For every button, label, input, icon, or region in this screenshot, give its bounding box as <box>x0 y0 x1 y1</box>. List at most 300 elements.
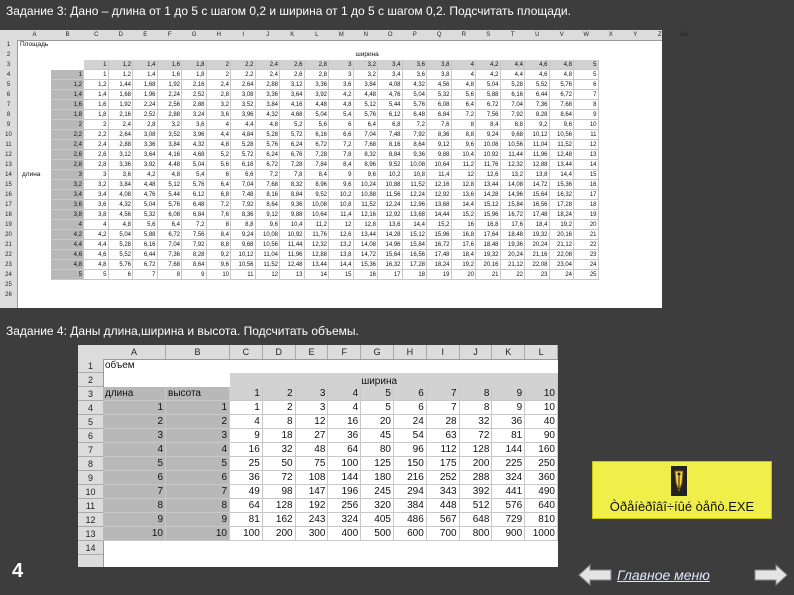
width-header-cell[interactable]: 2,6 <box>280 60 305 70</box>
area-cell[interactable]: 7,68 <box>158 260 183 270</box>
volume-cell[interactable]: 72 <box>263 471 296 485</box>
area-cell[interactable]: 10,2 <box>329 190 354 200</box>
area-cell[interactable]: 2,8 <box>305 70 330 80</box>
length-cell[interactable]: 4,2 <box>51 230 84 240</box>
volume-cell[interactable]: 300 <box>296 527 329 541</box>
volume-cell[interactable]: 36 <box>328 429 361 443</box>
area-cell[interactable]: 9,6 <box>550 120 575 130</box>
volume-cell[interactable]: 49 <box>230 485 263 499</box>
volume-cell[interactable]: 160 <box>525 443 558 457</box>
column-header-j[interactable]: J <box>460 345 493 359</box>
area-cell[interactable]: 8,4 <box>329 160 354 170</box>
width-header-cell[interactable]: 4 <box>328 387 361 401</box>
volume-cell[interactable]: 250 <box>525 457 558 471</box>
width-header-cell[interactable]: 5 <box>574 60 599 70</box>
area-cell[interactable]: 2,88 <box>256 80 281 90</box>
width-header-cell[interactable]: 4,6 <box>525 60 550 70</box>
area-cell[interactable]: 5,2 <box>207 150 232 160</box>
volume-cell[interactable]: 63 <box>427 429 460 443</box>
area-cell[interactable]: 8,96 <box>305 180 330 190</box>
area-cell[interactable]: 1,92 <box>158 80 183 90</box>
area-cell[interactable]: 19 <box>427 270 452 280</box>
area-cell[interactable]: 23,04 <box>550 260 575 270</box>
row-header-26[interactable]: 26 <box>5 292 12 298</box>
area-cell[interactable]: 16,72 <box>427 240 452 250</box>
column-header-f[interactable]: F <box>167 32 172 38</box>
volume-cell[interactable]: 20 <box>361 415 394 429</box>
area-cell[interactable]: 4 <box>207 120 232 130</box>
length-cell[interactable]: 6 <box>103 471 166 485</box>
area-cell[interactable]: 2,24 <box>158 90 183 100</box>
area-cell[interactable]: 9,2 <box>207 250 232 260</box>
area-cell[interactable]: 12,48 <box>280 260 305 270</box>
column-header-c[interactable]: C <box>94 32 99 38</box>
row-header-3[interactable]: 3 <box>6 62 11 68</box>
area-cell[interactable]: 1,4 <box>84 90 109 100</box>
length-cell[interactable]: 2,6 <box>51 150 84 160</box>
area-cell[interactable]: 7,68 <box>256 180 281 190</box>
area-cell[interactable]: 18,4 <box>452 250 477 260</box>
area-cell[interactable]: 4 <box>452 70 477 80</box>
row-header-6[interactable]: 6 <box>78 429 103 443</box>
area-cell[interactable]: 11 <box>231 270 256 280</box>
area-cell[interactable]: 11,4 <box>427 170 452 180</box>
area-cell[interactable]: 8,28 <box>182 250 207 260</box>
area-cell[interactable]: 5,28 <box>501 80 526 90</box>
area-cell[interactable]: 17 <box>378 270 403 280</box>
area-cell[interactable]: 3,8 <box>84 210 109 220</box>
area-cell[interactable]: 14,08 <box>501 180 526 190</box>
area-cell[interactable]: 7,2 <box>403 120 428 130</box>
volume-cell[interactable]: 128 <box>263 499 296 513</box>
area-cell[interactable]: 3,6 <box>207 110 232 120</box>
column-header-g[interactable]: G <box>361 345 394 359</box>
width-header-cell[interactable]: 3 <box>329 60 354 70</box>
area-cell[interactable]: 8 <box>452 120 477 130</box>
column-header-p[interactable]: P <box>412 32 417 38</box>
volume-cell[interactable]: 245 <box>361 485 394 499</box>
area-cell[interactable]: 7,6 <box>207 210 232 220</box>
area-cell[interactable]: 10,64 <box>427 160 452 170</box>
area-cell[interactable]: 9,6 <box>256 220 281 230</box>
row-header-13[interactable]: 13 <box>78 527 103 541</box>
area-cell[interactable]: 14,28 <box>476 190 501 200</box>
area-cell[interactable]: 7,92 <box>501 110 526 120</box>
area-cell[interactable]: 5,44 <box>378 100 403 110</box>
area-cell[interactable]: 5,2 <box>280 120 305 130</box>
area-cell[interactable]: 6,72 <box>133 260 158 270</box>
area-cell[interactable]: 7,36 <box>525 100 550 110</box>
area-cell[interactable]: 9,68 <box>501 130 526 140</box>
row-header-2[interactable]: 2 <box>6 52 11 58</box>
length-cell[interactable]: 2 <box>51 120 84 130</box>
length-cell[interactable]: 4,8 <box>51 260 84 270</box>
area-cell[interactable]: 12,8 <box>452 180 477 190</box>
area-cell[interactable]: 13 <box>574 150 599 160</box>
area-cell[interactable]: 10,56 <box>550 130 575 140</box>
area-cell[interactable]: 5,6 <box>133 220 158 230</box>
area-cell[interactable]: 9,88 <box>427 150 452 160</box>
area-cell[interactable]: 11,2 <box>452 160 477 170</box>
width-header-cell[interactable]: 2,4 <box>256 60 281 70</box>
area-cell[interactable]: 1,8 <box>84 110 109 120</box>
area-cell[interactable]: 14,28 <box>378 230 403 240</box>
area-cell[interactable]: 8,16 <box>378 140 403 150</box>
area-cell[interactable]: 6,76 <box>280 150 305 160</box>
area-cell[interactable]: 9,24 <box>476 130 501 140</box>
area-cell[interactable]: 4,68 <box>280 110 305 120</box>
height-cell[interactable]: 10 <box>166 527 230 541</box>
area-cell[interactable]: 5,04 <box>182 160 207 170</box>
row-header-12[interactable]: 12 <box>5 152 12 158</box>
area-cell[interactable]: 18 <box>403 270 428 280</box>
area-cell[interactable]: 4,32 <box>109 200 134 210</box>
area-cell[interactable]: 4,8 <box>207 140 232 150</box>
volume-cell[interactable]: 196 <box>328 485 361 499</box>
area-cell[interactable]: 4,8 <box>452 80 477 90</box>
area-cell[interactable]: 7,68 <box>550 100 575 110</box>
area-cell[interactable]: 13,44 <box>550 160 575 170</box>
area-cell[interactable]: 12,8 <box>354 220 379 230</box>
area-cell[interactable]: 12,24 <box>378 200 403 210</box>
area-cell[interactable]: 3,84 <box>158 140 183 150</box>
width-header-cell[interactable]: 3,4 <box>378 60 403 70</box>
column-header-k[interactable]: K <box>492 345 525 359</box>
area-cell[interactable]: 2,24 <box>133 100 158 110</box>
exe-launcher[interactable] <box>592 461 772 519</box>
volume-cell[interactable]: 500 <box>361 527 394 541</box>
volume-cell[interactable]: 16 <box>328 415 361 429</box>
area-cell[interactable]: 21,12 <box>550 240 575 250</box>
volume-cell[interactable]: 640 <box>525 499 558 513</box>
width-header-cell[interactable]: 1,2 <box>109 60 134 70</box>
area-cell[interactable]: 4,2 <box>329 90 354 100</box>
area-cell[interactable]: 2,2 <box>84 130 109 140</box>
area-cell[interactable]: 6,16 <box>501 90 526 100</box>
volume-cell[interactable]: 48 <box>296 443 329 457</box>
area-cell[interactable]: 5,76 <box>354 110 379 120</box>
area-cell[interactable]: 7,2 <box>329 140 354 150</box>
area-cell[interactable]: 12,32 <box>501 160 526 170</box>
row-header-11[interactable]: 11 <box>5 142 12 148</box>
area-cell[interactable]: 12 <box>256 270 281 280</box>
column-header-n[interactable]: N <box>363 32 368 38</box>
row-header-9[interactable]: 9 <box>6 122 11 128</box>
row-header-1[interactable]: 1 <box>6 42 11 48</box>
area-cell[interactable]: 15,96 <box>476 210 501 220</box>
area-cell[interactable]: 4,2 <box>84 230 109 240</box>
volume-cell[interactable]: 36 <box>492 415 525 429</box>
column-header-e[interactable]: E <box>296 345 329 359</box>
area-cell[interactable]: 6,4 <box>354 120 379 130</box>
width-header-cell[interactable]: 4,4 <box>501 60 526 70</box>
area-cell[interactable]: 3,96 <box>182 130 207 140</box>
area-cell[interactable]: 16,72 <box>501 210 526 220</box>
area-cell[interactable]: 18 <box>574 200 599 210</box>
area-cell[interactable]: 2,4 <box>84 140 109 150</box>
area-cell[interactable]: 15 <box>574 170 599 180</box>
row-header-7[interactable]: 7 <box>78 443 103 457</box>
volume-cell[interactable]: 216 <box>394 471 427 485</box>
volume-cell[interactable]: 10 <box>525 401 558 415</box>
volume-cell[interactable]: 162 <box>263 513 296 527</box>
area-cell[interactable]: 1,8 <box>182 70 207 80</box>
area-cell[interactable]: 8 <box>574 100 599 110</box>
height-cell[interactable]: 7 <box>166 485 230 499</box>
area-cell[interactable]: 7,28 <box>280 160 305 170</box>
area-cell[interactable]: 14,96 <box>378 240 403 250</box>
area-cell[interactable]: 5,28 <box>109 240 134 250</box>
area-cell[interactable]: 4,84 <box>231 130 256 140</box>
area-cell[interactable]: 15,84 <box>403 240 428 250</box>
area-cell[interactable]: 3,64 <box>280 90 305 100</box>
column-header-y[interactable]: Y <box>633 32 638 38</box>
area-cell[interactable]: 8,64 <box>550 110 575 120</box>
area-cell[interactable]: 24 <box>574 260 599 270</box>
area-cell[interactable]: 15,64 <box>378 250 403 260</box>
length-cell[interactable]: 7 <box>103 485 166 499</box>
height-cell[interactable]: 9 <box>166 513 230 527</box>
area-cell[interactable]: 15,64 <box>525 190 550 200</box>
area-cell[interactable]: 9,12 <box>256 210 281 220</box>
row-header-10[interactable]: 10 <box>5 132 12 138</box>
area-cell[interactable]: 8,36 <box>231 210 256 220</box>
volume-cell[interactable]: 200 <box>263 527 296 541</box>
area-cell[interactable]: 2,6 <box>84 150 109 160</box>
area-cell[interactable]: 1,4 <box>133 70 158 80</box>
row-header-9[interactable]: 9 <box>78 471 103 485</box>
area-cell[interactable]: 13,2 <box>329 240 354 250</box>
area-cell[interactable]: 14,72 <box>525 180 550 190</box>
volume-cell[interactable]: 400 <box>328 527 361 541</box>
volume-cell[interactable]: 324 <box>492 471 525 485</box>
row-header-8[interactable]: 8 <box>78 457 103 471</box>
area-cell[interactable]: 10,12 <box>231 250 256 260</box>
area-cell[interactable]: 5 <box>84 270 109 280</box>
area-cell[interactable]: 3,84 <box>109 180 134 190</box>
length-cell[interactable]: 1 <box>103 401 166 415</box>
area-cell[interactable]: 4,6 <box>84 250 109 260</box>
volume-cell[interactable]: 729 <box>492 513 525 527</box>
area-cell[interactable]: 6,6 <box>231 170 256 180</box>
volume-cell[interactable]: 108 <box>296 471 329 485</box>
volume-cell[interactable]: 28 <box>427 415 460 429</box>
area-cell[interactable]: 6 <box>574 80 599 90</box>
volume-cell[interactable]: 147 <box>296 485 329 499</box>
area-cell[interactable]: 4,8 <box>329 100 354 110</box>
area-cell[interactable]: 4,76 <box>378 90 403 100</box>
area-cell[interactable]: 22,08 <box>525 260 550 270</box>
column-header-b[interactable]: B <box>65 32 70 38</box>
area-cell[interactable]: 2,52 <box>133 110 158 120</box>
width-header-cell[interactable]: 4,2 <box>476 60 501 70</box>
area-cell[interactable]: 10,64 <box>305 210 330 220</box>
area-cell[interactable]: 1 <box>84 70 109 80</box>
area-cell[interactable]: 8,4 <box>207 230 232 240</box>
area-cell[interactable]: 11,44 <box>501 150 526 160</box>
row-header-2[interactable]: 2 <box>78 373 103 387</box>
area-cell[interactable]: 4,48 <box>133 180 158 190</box>
area-cell[interactable]: 12,48 <box>550 150 575 160</box>
area-cell[interactable]: 3,52 <box>231 100 256 110</box>
row-header-25[interactable]: 25 <box>5 282 12 288</box>
area-cell[interactable]: 2,4 <box>256 70 281 80</box>
volume-cell[interactable]: 18 <box>263 429 296 443</box>
row-header-17[interactable]: 17 <box>5 202 12 208</box>
volume-cell[interactable]: 90 <box>525 429 558 443</box>
area-cell[interactable]: 20,24 <box>525 240 550 250</box>
width-header-cell[interactable]: 2 <box>207 60 232 70</box>
area-cell[interactable]: 11,56 <box>378 190 403 200</box>
length-cell[interactable]: 3 <box>103 429 166 443</box>
row-header-10[interactable]: 10 <box>78 485 103 499</box>
area-cell[interactable]: 9,6 <box>452 140 477 150</box>
area-cell[interactable]: 17 <box>574 190 599 200</box>
area-cell[interactable]: 5,32 <box>133 210 158 220</box>
row-header-6[interactable]: 6 <box>6 92 11 98</box>
area-cell[interactable]: 13,8 <box>329 250 354 260</box>
area-cell[interactable]: 4,68 <box>182 150 207 160</box>
area-cell[interactable]: 17,6 <box>501 220 526 230</box>
area-cell[interactable]: 4,32 <box>403 80 428 90</box>
area-cell[interactable]: 2,88 <box>158 110 183 120</box>
area-cell[interactable]: 22,08 <box>550 250 575 260</box>
height-cell[interactable]: 1 <box>166 401 230 415</box>
volume-cell[interactable]: 225 <box>492 457 525 471</box>
volume-cell[interactable]: 512 <box>460 499 493 513</box>
volume-cell[interactable]: 486 <box>394 513 427 527</box>
volume-cell[interactable]: 384 <box>394 499 427 513</box>
area-cell[interactable]: 2,16 <box>182 80 207 90</box>
area-cell[interactable]: 6,4 <box>452 100 477 110</box>
area-cell[interactable]: 5 <box>574 70 599 80</box>
area-cell[interactable]: 21,12 <box>501 260 526 270</box>
width-header-cell[interactable]: 6 <box>394 387 427 401</box>
area-cell[interactable]: 5,28 <box>231 140 256 150</box>
area-cell[interactable]: 25 <box>574 270 599 280</box>
area-cell[interactable]: 17,28 <box>403 260 428 270</box>
row-header-8[interactable]: 8 <box>6 112 11 118</box>
area-cell[interactable]: 6,84 <box>427 110 452 120</box>
row-header-20[interactable]: 20 <box>5 232 12 238</box>
area-cell[interactable]: 3,6 <box>329 80 354 90</box>
area-cell[interactable]: 1,96 <box>133 90 158 100</box>
area-cell[interactable]: 10,92 <box>476 150 501 160</box>
area-cell[interactable]: 11,04 <box>525 140 550 150</box>
area-cell[interactable]: 7,2 <box>256 170 281 180</box>
width-header-cell[interactable]: 10 <box>525 387 558 401</box>
area-cell[interactable]: 19,2 <box>550 220 575 230</box>
area-cell[interactable]: 6,12 <box>182 190 207 200</box>
area-cell[interactable]: 9,6 <box>329 180 354 190</box>
area-cell[interactable]: 6,72 <box>476 100 501 110</box>
width-header-cell[interactable]: 1,4 <box>133 60 158 70</box>
area-cell[interactable]: 11,52 <box>550 140 575 150</box>
area-cell[interactable]: 4,4 <box>231 120 256 130</box>
area-cell[interactable]: 4,32 <box>256 110 281 120</box>
area-cell[interactable]: 5,04 <box>403 90 428 100</box>
volume-cell[interactable]: 4 <box>230 415 263 429</box>
area-cell[interactable]: 15 <box>329 270 354 280</box>
area-cell[interactable]: 9,52 <box>305 190 330 200</box>
length-cell[interactable]: 9 <box>103 513 166 527</box>
length-cell[interactable]: 8 <box>103 499 166 513</box>
column-header-t[interactable]: T <box>510 32 515 38</box>
area-cell[interactable]: 18,4 <box>525 220 550 230</box>
height-cell[interactable]: 5 <box>166 457 230 471</box>
area-cell[interactable]: 4,2 <box>476 70 501 80</box>
area-cell[interactable]: 4,76 <box>133 190 158 200</box>
volume-cell[interactable]: 144 <box>492 443 525 457</box>
area-cell[interactable]: 3,6 <box>109 170 134 180</box>
column-header-r[interactable]: R <box>461 32 466 38</box>
area-cell[interactable]: 6,72 <box>158 230 183 240</box>
area-cell[interactable]: 9,12 <box>427 140 452 150</box>
width-header-cell[interactable]: 3,8 <box>427 60 452 70</box>
area-cell[interactable]: 5,72 <box>231 150 256 160</box>
area-cell[interactable]: 7,48 <box>378 130 403 140</box>
volume-cell[interactable]: 8 <box>263 415 296 429</box>
area-cell[interactable]: 16,32 <box>550 190 575 200</box>
area-cell[interactable]: 4,16 <box>280 100 305 110</box>
area-cell[interactable]: 3,36 <box>133 140 158 150</box>
row-header-4[interactable]: 4 <box>6 72 11 78</box>
area-cell[interactable]: 3,8 <box>427 70 452 80</box>
area-cell[interactable]: 3,36 <box>109 160 134 170</box>
area-cell[interactable]: 6,48 <box>403 110 428 120</box>
area-cell[interactable]: 8,32 <box>280 180 305 190</box>
area-cell[interactable]: 3,36 <box>305 80 330 90</box>
main-menu-link[interactable]: Главное меню <box>617 567 710 583</box>
area-cell[interactable]: 6,6 <box>329 130 354 140</box>
volume-cell[interactable]: 100 <box>328 457 361 471</box>
area-cell[interactable]: 16,32 <box>378 260 403 270</box>
column-header-x[interactable]: X <box>608 32 613 38</box>
area-cell[interactable]: 14,96 <box>501 190 526 200</box>
area-cell[interactable]: 2,8 <box>133 120 158 130</box>
area-cell[interactable]: 10,56 <box>501 140 526 150</box>
area-cell[interactable]: 12,92 <box>378 210 403 220</box>
area-cell[interactable]: 5,52 <box>525 80 550 90</box>
area-cell[interactable]: 3,6 <box>403 70 428 80</box>
length-cell[interactable]: 1 <box>51 70 84 80</box>
area-cell[interactable]: 5,72 <box>280 130 305 140</box>
area-cell[interactable]: 4,16 <box>158 150 183 160</box>
area-cell[interactable]: 5,76 <box>256 140 281 150</box>
area-cell[interactable]: 7 <box>574 90 599 100</box>
area-cell[interactable]: 4,56 <box>427 80 452 90</box>
area-cell[interactable]: 13,44 <box>354 230 379 240</box>
area-cell[interactable]: 9,2 <box>525 120 550 130</box>
area-cell[interactable]: 18,24 <box>427 260 452 270</box>
area-cell[interactable]: 7,8 <box>280 170 305 180</box>
area-cell[interactable]: 5,44 <box>158 190 183 200</box>
area-cell[interactable]: 3,2 <box>158 120 183 130</box>
area-cell[interactable]: 22 <box>574 240 599 250</box>
area-cell[interactable]: 6,24 <box>280 140 305 150</box>
area-cell[interactable]: 1,44 <box>109 80 134 90</box>
area-cell[interactable]: 11,4 <box>329 210 354 220</box>
area-cell[interactable]: 5,52 <box>109 250 134 260</box>
area-cell[interactable]: 9,6 <box>207 260 232 270</box>
length-cell[interactable]: 3,6 <box>51 200 84 210</box>
length-header[interactable]: длина <box>103 387 166 401</box>
area-cell[interactable]: 12,88 <box>305 250 330 260</box>
column-header-o[interactable]: O <box>387 32 393 38</box>
area-cell[interactable]: 12,96 <box>403 200 428 210</box>
area-cell[interactable]: 20,16 <box>476 260 501 270</box>
area-cell[interactable]: 12,6 <box>476 170 501 180</box>
